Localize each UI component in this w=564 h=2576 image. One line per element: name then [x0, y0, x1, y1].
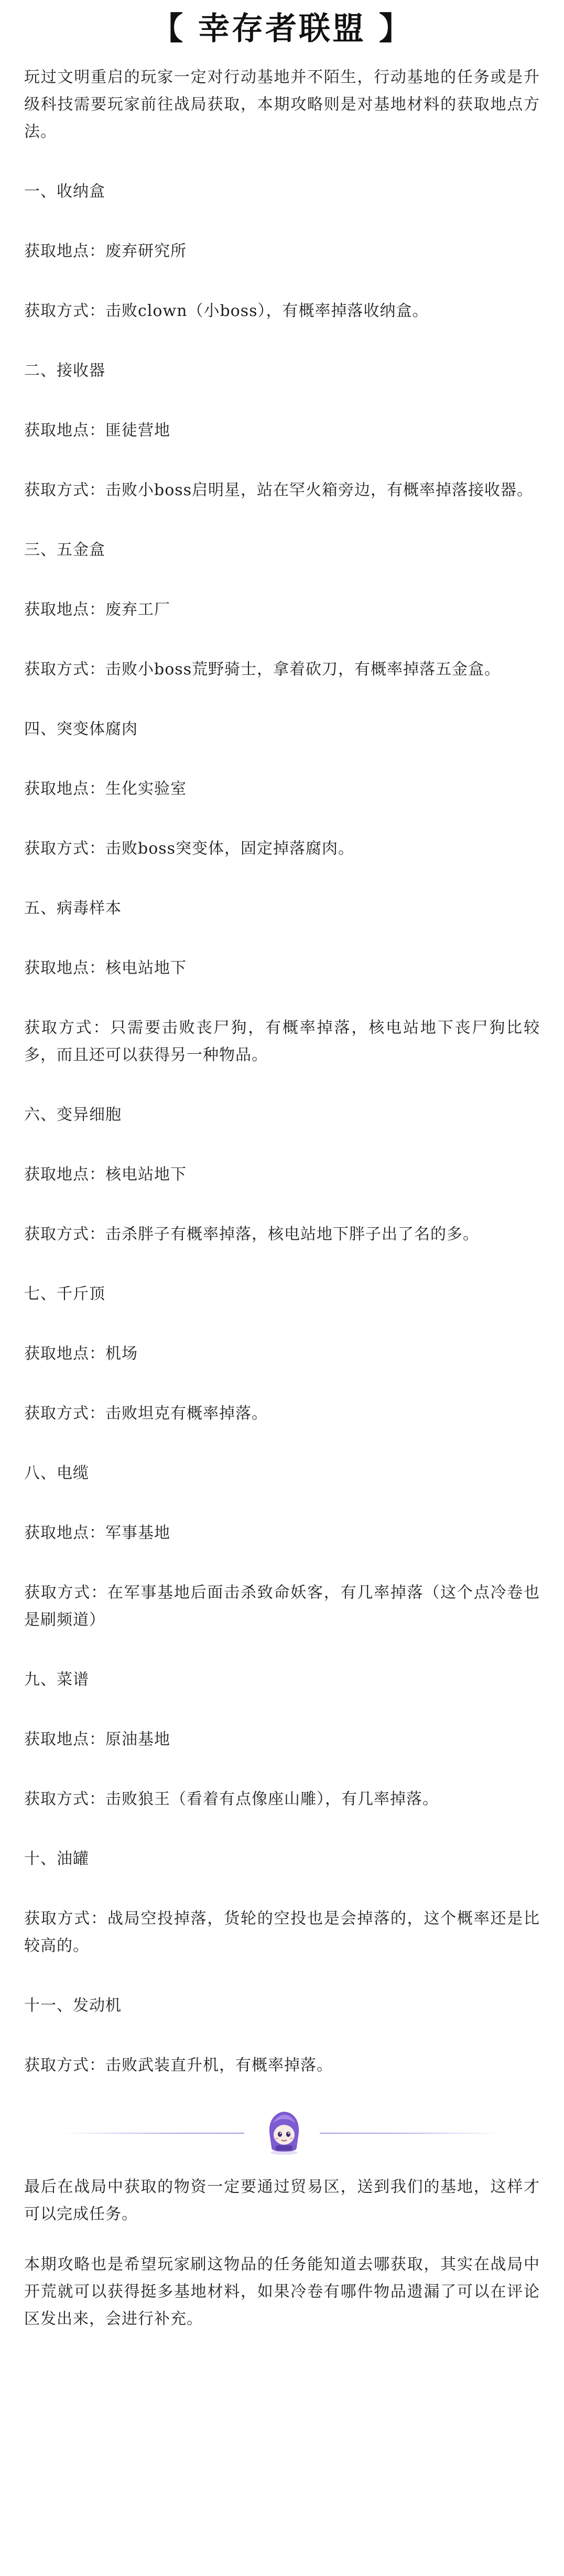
location-line: 获取地点：生化实验室 — [24, 780, 187, 798]
section-heading: 十一、发动机 — [24, 1996, 122, 2015]
method-line: 获取方式：击败坦克有概率掉落。 — [24, 1404, 268, 1423]
divider-line-left — [61, 2133, 244, 2134]
method-line: 获取方式：击败clown（小boss），有概率掉落收纳盒。 — [24, 302, 429, 320]
method-line: 获取方式：战局空投掉落，货轮的空投也是会掉落的，这个概率还是比较高的。 — [24, 1909, 540, 1955]
section-divider — [24, 2110, 540, 2160]
location-line: 获取地点：核电站地下 — [24, 1165, 187, 1184]
section-heading: 五、病毒样本 — [24, 899, 122, 918]
method-line: 获取方式：击杀胖子有概率掉落，核电站地下胖子出了名的多。 — [24, 1225, 479, 1243]
section-heading: 七、千斤顶 — [24, 1285, 105, 1303]
location-line: 获取地点：废弃工厂 — [24, 601, 170, 619]
location-line: 获取地点：废弃研究所 — [24, 242, 187, 260]
section-heading: 十、油罐 — [24, 1850, 89, 1868]
method-line: 获取方式：击败武装直升机，有概率掉落。 — [24, 2056, 333, 2075]
location-line: 获取地点：机场 — [24, 1345, 138, 1363]
section-heading: 四、突变体腐肉 — [24, 720, 138, 738]
intro-paragraph: 玩过文明重启的玩家一定对行动基地并不陌生，行动基地的任务或是升级科技需要玩家前往战局获取，本期攻略则是对基地材料的获取地点方法。 — [24, 68, 540, 141]
section-heading: 六、变异细胞 — [24, 1106, 122, 1124]
method-line: 获取方式：击败小boss荒野骑士，拿着砍刀，有概率掉落五金盒。 — [24, 660, 501, 679]
divider-line-right — [320, 2133, 503, 2134]
location-line: 获取地点：原油基地 — [24, 1730, 170, 1749]
closing-paragraph: 本期攻略也是希望玩家刷这物品的任务能知道去哪获取，其实在战局中开荒就可以获得挺多基地材料，如果冷卷有哪件物品遗漏了可以在评论区发出来，会进行补充。 — [24, 2255, 540, 2328]
method-line: 获取方式：在军事基地后面击杀致命妖客，有几率掉落（这个点冷卷也是刷频道） — [24, 1584, 540, 1629]
section-heading: 九、菜谱 — [24, 1671, 89, 1689]
method-line: 获取方式：击败boss突变体，固定掉落腐肉。 — [24, 839, 355, 858]
section-heading: 三、五金盒 — [24, 541, 105, 559]
location-line: 获取地点：匪徒营地 — [24, 421, 170, 440]
method-line: 获取方式：只需要击败丧尸狗，有概率掉落，核电站地下丧尸狗比较多，而且还可以获得另一种物品。 — [24, 1019, 540, 1064]
method-line: 获取方式：击败小boss启明星，站在罕火箱旁边，有概率掉落接收器。 — [24, 481, 534, 499]
location-line: 获取地点：军事基地 — [24, 1524, 170, 1542]
location-line: 获取地点：核电站地下 — [24, 959, 187, 977]
method-line: 获取方式：击败狼王（看着有点像座山雕），有几率掉落。 — [24, 1790, 439, 1808]
closing-paragraph: 最后在战局中获取的物资一定要通过贸易区，送到我们的基地，这样才可以完成任务。 — [24, 2178, 540, 2223]
article-body — [24, 64, 540, 2356]
page-title: 【 幸存者联盟 】 — [151, 10, 413, 47]
mascot-icon — [265, 2110, 303, 2156]
section-heading: 二、接收器 — [24, 362, 105, 380]
section-heading: 八、电缆 — [24, 1464, 89, 1482]
section-heading: 一、收纳盒 — [24, 182, 105, 201]
